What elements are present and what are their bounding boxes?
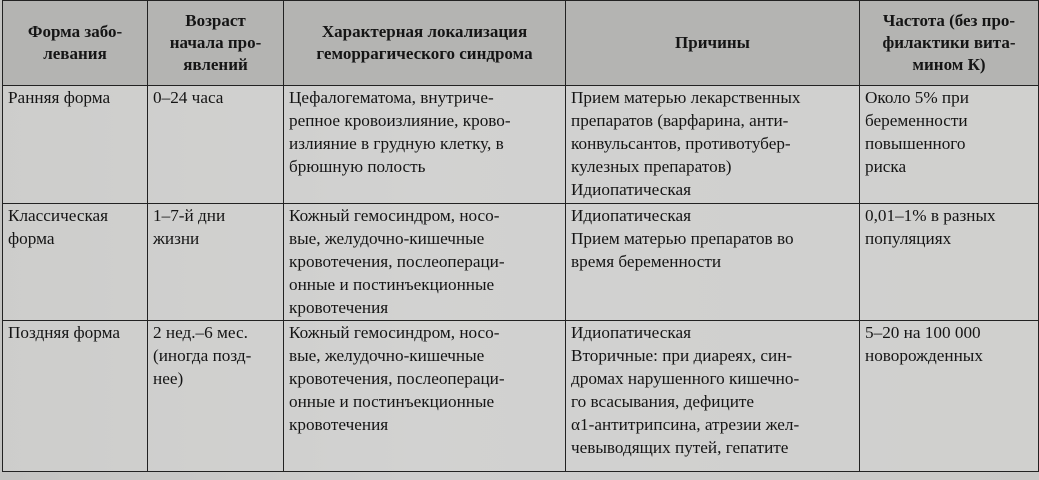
cell-form: Поздняя форма: [3, 321, 148, 472]
header-localization: Характерная локализация геморрагического синдрома: [284, 1, 566, 86]
header-causes: Причины: [566, 1, 860, 86]
table-row: [3, 86, 1039, 204]
header-form: Форма забо- левания: [3, 1, 148, 86]
table-row: [3, 204, 1039, 321]
cell-frequency: Около 5% при беременности повышенного риска: [860, 86, 1039, 204]
cell-form: Ранняя форма: [3, 86, 148, 204]
header-frequency: Частота (без про- филактики вита- мином К): [860, 1, 1039, 86]
cell-onset-age: 0–24 часа: [148, 86, 284, 204]
cell-frequency: 0,01–1% в разных популяциях: [860, 204, 1039, 321]
cell-onset-age: 2 нед.–6 мес. (иногда позд- нее): [148, 321, 284, 472]
cell-causes: Идиопатическая Вторичные: при диареях, син- дромах нарушенного кишечно- го всасывания, дефиците α1-антитрипсина, атрезии жел- чевыводящих путей, гепатите: [566, 321, 860, 472]
vitamin-k-deficiency-table: [2, 0, 1039, 472]
table-row: [3, 321, 1039, 472]
cell-localization: Кожный гемосиндром, носо- вые, желудочно-кишечные кровотечения, послеопераци- онные и постинъекционные кровотечения: [284, 204, 566, 321]
table-header-row: [3, 1, 1039, 86]
cell-causes: Прием матерью лекарственных препаратов (варфарина, анти- конвульсантов, противотубер- кулезных препаратов) Идиопатическая: [566, 86, 860, 204]
header-onset-age: Возраст начала про- явлений: [148, 1, 284, 86]
cell-frequency: 5–20 на 100 000 новорожденных: [860, 321, 1039, 472]
cell-causes: Идиопатическая Прием матерью препаратов во время беременности: [566, 204, 860, 321]
cell-localization: Цефалогематома, внутриче- репное кровоизлияние, крово- излияние в грудную клетку, в брюшную полость: [284, 86, 566, 204]
cell-onset-age: 1–7-й дни жизни: [148, 204, 284, 321]
cell-form: Классическая форма: [3, 204, 148, 321]
cell-localization: Кожный гемосиндром, носо- вые, желудочно-кишечные кровотечения, послеопераци- онные и постинъекционные кровотечения: [284, 321, 566, 472]
